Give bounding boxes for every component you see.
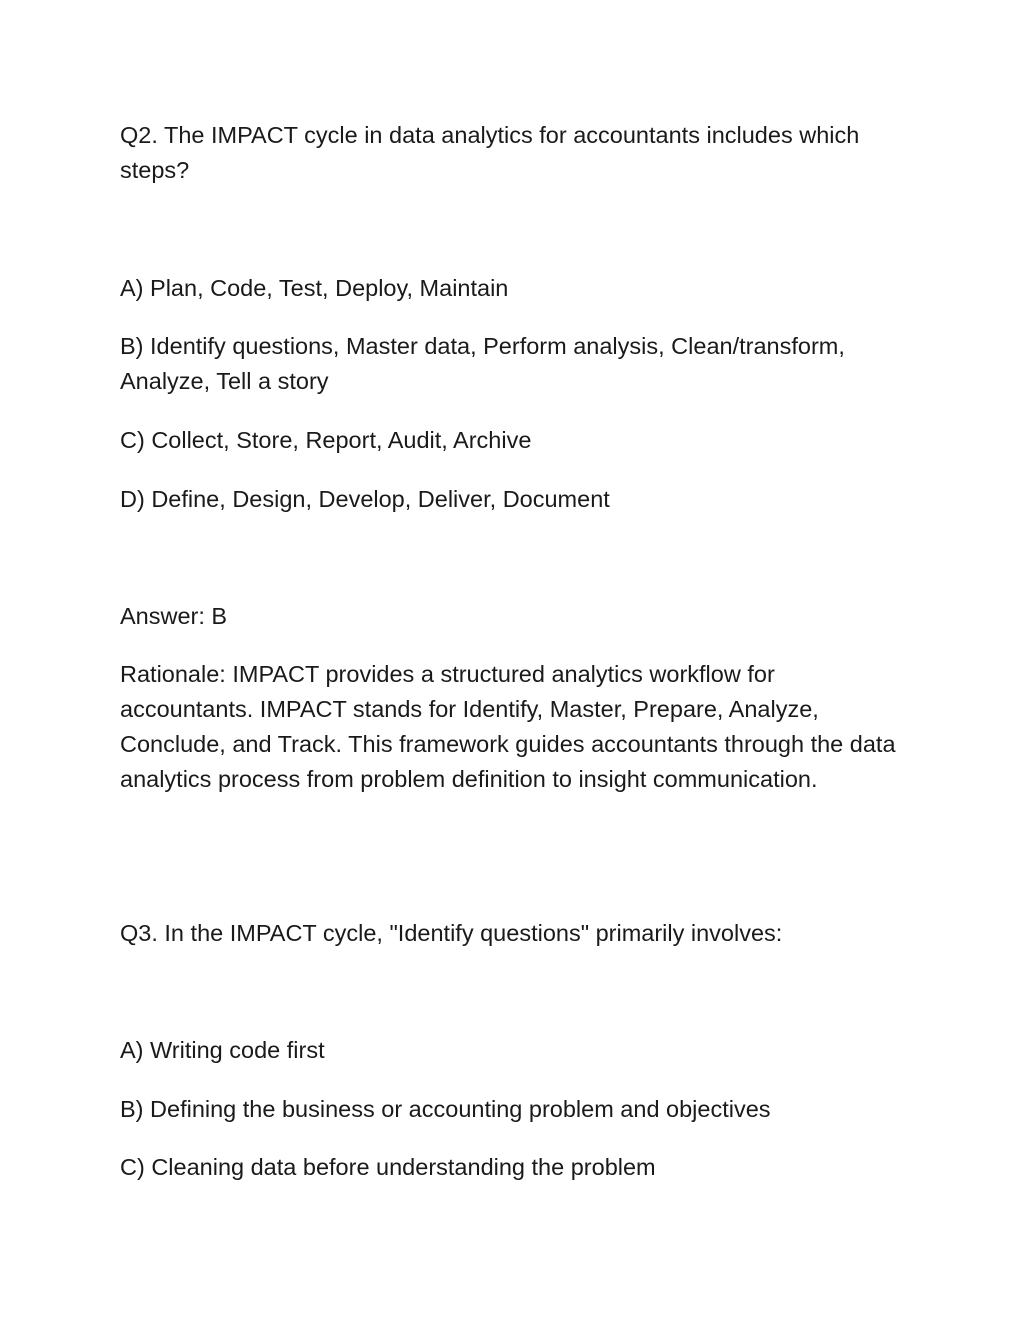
question-3-option-b: B) Defining the business or accounting problem and objectives bbox=[120, 1096, 771, 1122]
question-3-option-c: C) Cleaning data before understanding the problem bbox=[120, 1154, 656, 1180]
question-2-text: Q2. The IMPACT cycle in data analytics for accountants includes which steps? bbox=[120, 122, 860, 183]
question-2-answer: Answer: B bbox=[120, 603, 228, 629]
question-3-text: Q3. In the IMPACT cycle, "Identify questions" primarily involves: bbox=[120, 920, 783, 946]
question-2-option-b: B) Identify questions, Master data, Perform analysis, Clean/transform, Analyze, Tell a story bbox=[120, 333, 845, 394]
question-2-option-d: D) Define, Design, Develop, Deliver, Document bbox=[120, 486, 610, 512]
question-2-option-c: C) Collect, Store, Report, Audit, Archive bbox=[120, 427, 532, 453]
question-2-option-a: A) Plan, Code, Test, Deploy, Maintain bbox=[120, 275, 509, 301]
question-2-rationale: Rationale: IMPACT provides a structured analytics workflow for accountants. IMPACT stands for Identify, Master, Prepare, Analyze, Conclude, and Track. This framework guides accountants through the data analytics process from problem definition to insight communication. bbox=[120, 661, 896, 792]
question-3-option-a: A) Writing code first bbox=[120, 1037, 325, 1063]
